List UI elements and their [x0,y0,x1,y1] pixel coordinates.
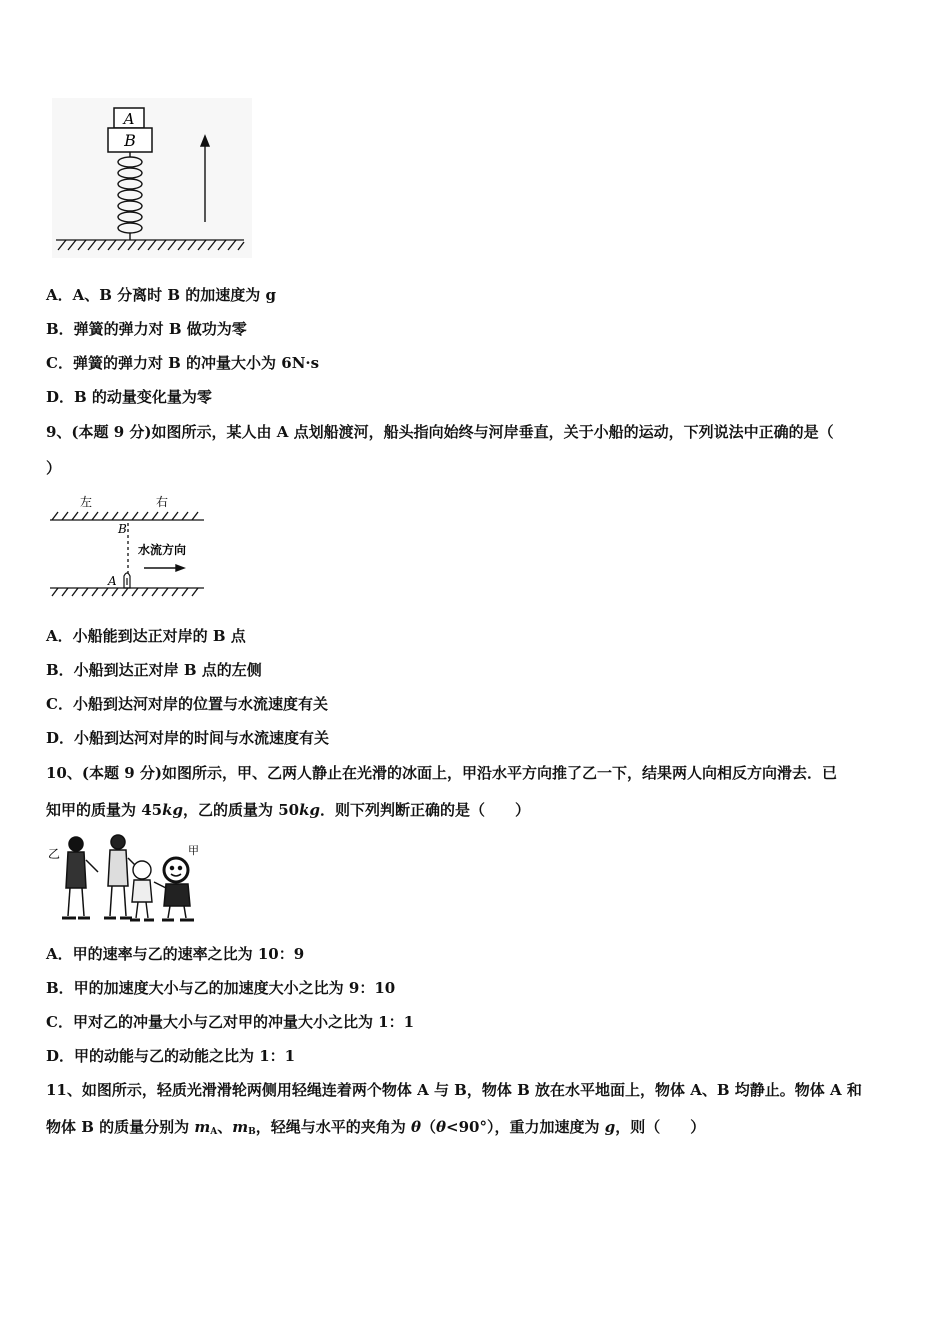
block-a-label: A [123,110,135,128]
top-bank [50,512,204,520]
flow-arrow-icon [144,565,184,571]
bottom-bank [50,588,204,596]
q9-stem-line1: 9、(本题 9 分)如图所示，某人由 A 点划船渡河，船头指向始终与河岸垂直，关于小船的运动，下列说法中正确的是（ [46,423,834,441]
q9-option-c: C．小船到达河对岸的位置与水流速度有关 [46,695,328,713]
q8-option-b: B．弹簧的弹力对 B 做功为零 [46,320,247,338]
river-crossing-figure [46,490,212,604]
skaters-figure [46,832,206,930]
person-child-icon [130,861,154,920]
q8-option-d: D．B 的动量变化量为零 [46,388,212,406]
q10-option-a: A．甲的速率与乙的速率之比为 10：9 [46,945,305,963]
q10-stem-line2: 知甲的质量为 45kg，乙的质量为 50kg．则下列判断正确的是（ ） [46,801,531,819]
person-adult-icon [104,835,140,918]
block-b-label: B [124,131,136,150]
q9-option-a: A．小船能到达正对岸的 B 点 [46,627,246,645]
q8-option-a: A．A、B 分离时 B 的加速度为 g [46,286,277,304]
river-right-label: 右 [155,495,169,509]
q9-option-d: D．小船到达河对岸的时间与水流速度有关 [46,729,330,747]
point-a-label: A [108,574,117,588]
q9-option-b: B．小船到达正对岸 B 点的左侧 [46,661,262,679]
q8-option-c: C．弹簧的弹力对 B 的冲量大小为 6N·s [46,354,320,372]
q10-stem-line1: 10、(本题 9 分)如图所示，甲、乙两人静止在光滑的冰面上，甲沿水平方向推了乙一下，结果两人向相反方向滑去．已 [46,764,837,782]
person-jia-icon [154,858,194,920]
label-jia: 甲 [188,844,199,857]
q10-option-d: D．甲的动能与乙的动能之比为 1：1 [46,1047,296,1065]
q11-stem-line2: 物体 B 的质量分别为 $m_A$、$m_B$，轻绳与水平的夹角为 θ（θ<90°），重力加速度为 g，则（ ） [46,1118,706,1137]
spring-blocks-figure [52,98,252,258]
point-b-label: B [118,522,127,536]
person-yi-icon [62,837,98,918]
q10-option-c: C．甲对乙的冲量大小与乙对甲的冲量大小之比为 1：1 [46,1013,415,1031]
boat-icon [124,573,130,588]
q9-stem-line2: ） [46,459,62,477]
river-left-label: 左 [79,495,93,509]
flow-direction-label: 水流方向 [138,543,187,557]
q11-stem-line1: 11、如图所示，轻质光滑滑轮两侧用轻绳连着两个物体 A 与 B，物体 B 放在水平地面上，物体 A、B 均静止。物体 A 和 [46,1081,862,1099]
label-yi: 乙 [48,847,61,861]
q10-option-b: B．甲的加速度大小与乙的加速度大小之比为 9：10 [46,979,396,997]
